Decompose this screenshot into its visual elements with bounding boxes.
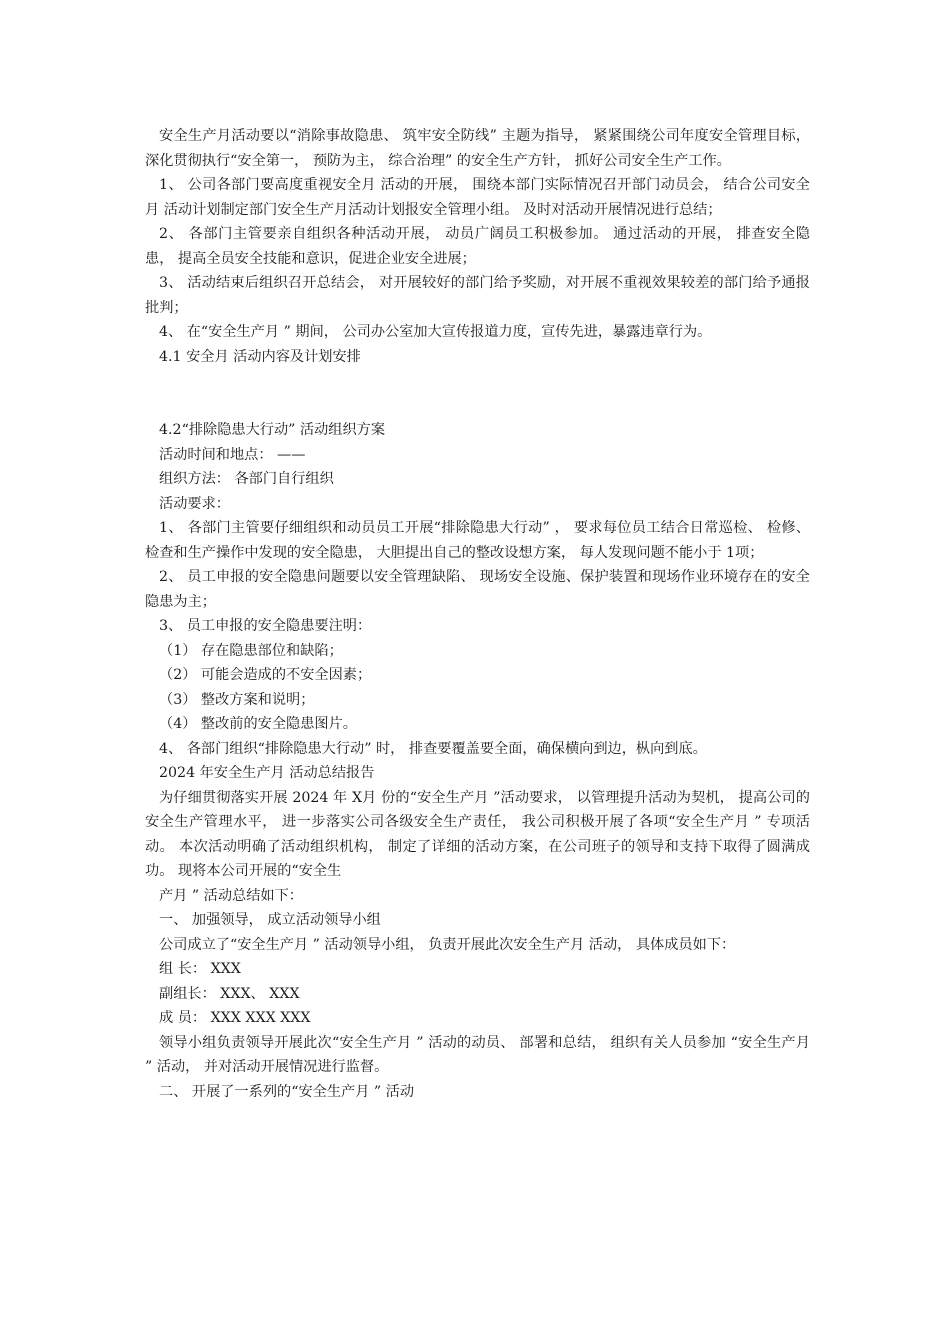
requirement-4: 4、 在“安全生产月 ” 期间， 公司办公室加大宣传报道力度，宣传先进，暴露违章行为。	[159, 324, 712, 340]
sub-item-1: （1） 存在隐患部位和缺陷；	[159, 642, 343, 659]
requirement-3: 3、 活动结束后组织召开总结会， 对开展较好的部门给予奖励，对开展不重视效果较差的部门给予通报批判；	[145, 275, 810, 316]
group-duty-paragraph: 领导小组负责领导开展此次“安全生产月 ” 活动的动员、 部署和总结， 组织有关人员参加 “安全生产月 ” 活动， 并对活动开展情况进行监督。	[145, 1034, 810, 1075]
leadership-group-paragraph: 公司成立了“安全生产月 ” 活动领导小组， 负责开展此次安全生产月 活动， 具体成员如下：	[159, 936, 736, 953]
section-two-heading: 二、 开展了一系列的“安全生产月 ” 活动	[159, 1083, 415, 1100]
group-leader: 组 长： XXX	[159, 961, 241, 977]
intro-paragraph: 安全生产月活动要以“消除事故隐患、 筑牢安全防线” 主题为指导， 紧紧围绕公司年度安全管理目标， 深化贯彻执行“安全第一， 预防为主， 综合治理” 的安全生产方针， 抓好公司安全生产工作。	[145, 128, 810, 169]
activity-requirement-4: 4、 各部门组织“排除隐患大行动” 时， 排查要覆盖要全面，确保横向到边，枞向到底。	[159, 740, 707, 757]
blank-space	[145, 369, 810, 418]
group-members: 成 员： XXX XXX XXX	[159, 1010, 311, 1026]
report-intro-cont: 产月 ” 活动总结如下：	[159, 887, 303, 904]
activity-requirement-3: 3、 员工申报的安全隐患要注明：	[159, 618, 372, 634]
requirement-1: 1、 公司各部门要高度重视安全月 活动的开展， 围绕本部门实际情况召开部门动员会， 结合公司安全月 活动计划制定部门安全生产月活动计划报安全管理小组。 及时对活动开展情况进行总结；	[145, 177, 810, 218]
section-one-heading: 一、 加强领导， 成立活动领导小组	[159, 912, 381, 928]
sub-item-2: （2） 可能会造成的不安全因素；	[159, 667, 372, 683]
report-intro: 为仔细贯彻落实开展 2024 年 X月 份的“安全生产月 ”活动要求， 以管理提升活动为契机， 提高公司的安全生产管理水平， 进一步落实公司各级安全生产责任， 我公司积极开展了各项“安全生产月 ” 专项活动。 本次活动明确了活动组织机构， 制定了详细的活动方案，在公司班子的领导和支持下取得了圆满成功。 现将本公司开展的“安全生	[145, 789, 810, 879]
document-page	[145, 124, 810, 1104]
report-title: 2024 年安全生产月 活动总结报告	[159, 765, 375, 781]
organize-method: 组织方法： 各部门自行组织	[159, 471, 334, 487]
activity-requirements-label: 活动要求：	[159, 495, 230, 512]
sub-item-4: （4） 整改前的安全隐患图片。	[159, 716, 357, 732]
activity-time-place: 活动时间和地点： ——	[159, 446, 306, 463]
activity-requirement-1: 1、 各部门主管要仔细组织和动员员工开展“排除隐患大行动” ， 要求每位员工结合日常巡检、 检修、 检查和生产操作中发现的安全隐患， 大胆提出自己的整改设想方案， 每人发现问题不能小于 1项；	[145, 520, 810, 561]
activity-requirement-2: 2、 员工申报的安全隐患问题要以安全管理缺陷、 现场安全设施、保护装置和现场作业环境存在的安全隐患为主；	[145, 569, 810, 610]
section-4-1-heading: 4.1 安全月 活动内容及计划安排	[159, 348, 361, 365]
sub-item-3: （3） 整改方案和说明；	[159, 691, 315, 708]
section-4-2-heading: 4.2“排除隐患大行动” 活动组织方案	[159, 422, 386, 438]
deputy-leader: 副组长： XXX、 XXX	[159, 985, 300, 1002]
requirement-2: 2、 各部门主管要亲自组织各种活动开展， 动员广阔员工积极参加。 通过活动的开展， 排查安全隐患， 提高全员安全技能和意识，促进企业安全进展；	[145, 226, 810, 267]
